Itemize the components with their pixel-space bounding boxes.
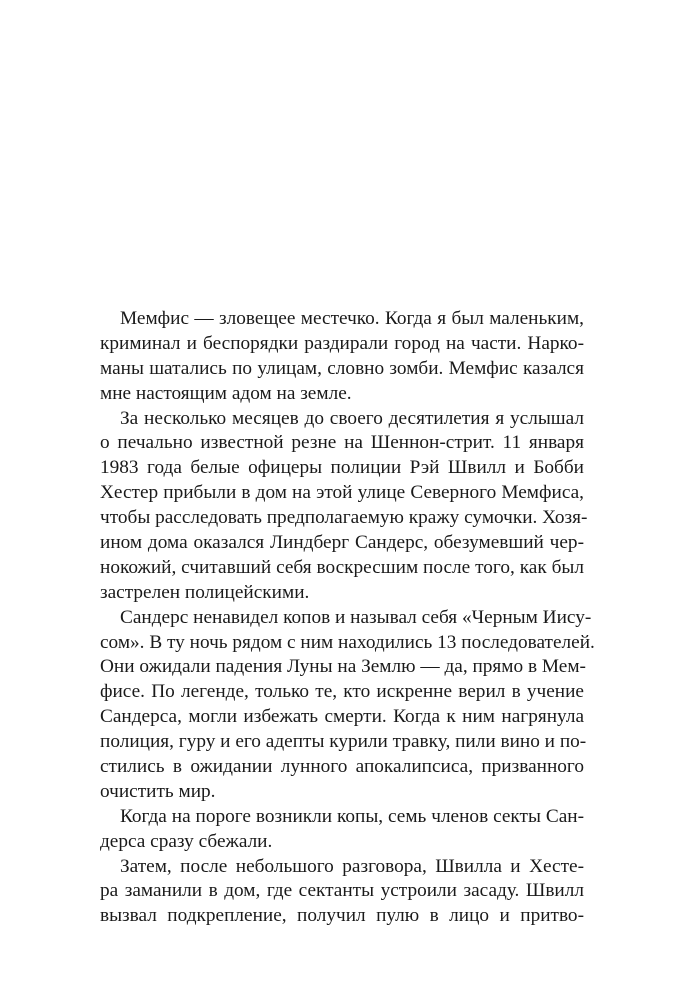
text-line: фисе. По легенде, только те, кто искренне верил в учение [100, 681, 584, 703]
text-line: 1983 года белые офицеры полиции Рэй Швилл и Бобби [100, 457, 584, 479]
paragraph [100, 855, 584, 930]
text-line: Сандерса, могли избежать смерти. Когда к ним нагрянула [100, 706, 584, 728]
paragraph [100, 606, 595, 805]
text-line: Затем, после небольшого разговора, Швилла и Хесте- [120, 855, 584, 877]
text-line: вызвал подкрепление, получил пулю в лицо и притво- [100, 905, 584, 927]
text-line: Они ожидали падения Луны на Землю — да, прямо в Мем- [100, 656, 586, 678]
text-line: Когда на пороге возникли копы, семь членов секты Сан- [120, 805, 584, 827]
text-line: Сандерс ненавидел копов и называл себя «Черным Иису- [120, 606, 592, 628]
text-line: Мемфис — зловещее местечко. Когда я был маленьким, [120, 308, 584, 329]
text-line: криминал и беспорядки раздирали город на части. Нарко- [100, 332, 584, 354]
text-line: чтобы расследовать предполагаемую кражу сумочки. Хозя- [100, 507, 588, 529]
text-line: о печально известной резне на Шеннон-стрит. 11 января [100, 432, 584, 454]
text-line: стились в ожидании лунного апокалипсиса, призванного [100, 756, 584, 778]
text-line: очистить мир. [100, 780, 216, 802]
text-line: застрелен полицейскими. [100, 581, 310, 603]
text-line: дерса сразу сбежали. [100, 830, 273, 852]
body-text [100, 307, 595, 929]
text-line: сом». В ту ночь рядом с ним находились 13 последователей. [100, 631, 595, 653]
text-line: ра заманили в дом, где сектанты устроили засаду. Швилл [100, 880, 584, 902]
text-line: полиция, гуру и его адепты курили травку, пили вино и по- [100, 731, 587, 753]
paragraph [100, 805, 584, 855]
paragraph [100, 307, 584, 407]
text-line: нокожий, считавший себя воскресшим после того, как был [100, 556, 584, 578]
text-line: Хестер прибыли в дом на этой улице Северного Мемфиса, [100, 482, 584, 504]
text-line: ином дома оказался Линдберг Сандерс, обезумевший чер- [100, 532, 584, 554]
text-line: мне настоящим адом на земле. [100, 382, 352, 404]
text-line: маны шатались по улицам, словно зомби. Мемфис казался [100, 357, 584, 379]
paragraph [100, 407, 588, 606]
text-line: За несколько месяцев до своего десятилетия я услышал [120, 407, 584, 429]
